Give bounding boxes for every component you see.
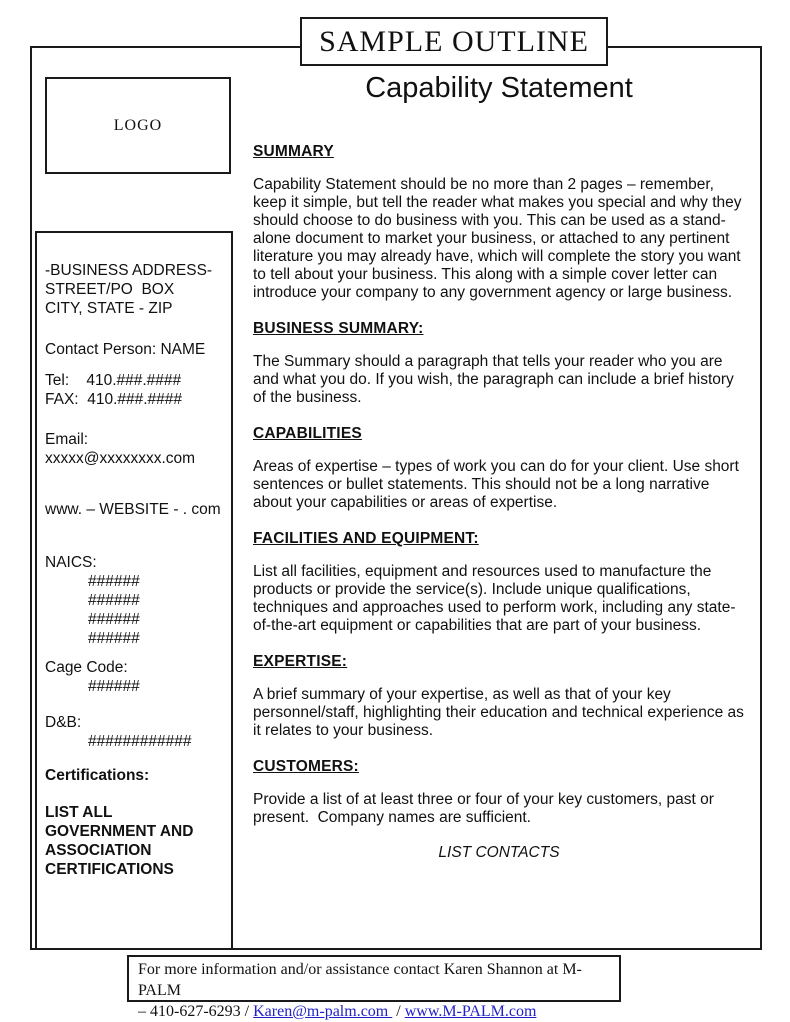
- email-link[interactable]: Karen@m-palm.com: [253, 1003, 393, 1020]
- heading-customers: CUSTOMERS:: [253, 758, 359, 775]
- heading-capabilities: CAPABILITIES: [253, 425, 362, 442]
- section-expertise: [253, 652, 749, 740]
- cage-code-value: ######: [88, 678, 140, 695]
- section-customers: [253, 757, 745, 827]
- logo-label: LOGO: [113, 116, 163, 134]
- body-expertise: A brief summary of your expertise, as well as that of your key personnel/staff, highlighting their education and technical experience as it relates to your business.: [253, 686, 749, 739]
- footer-separator: /: [392, 1003, 405, 1020]
- body-business-summary: The Summary should a paragraph that tells your reader who you are and what you do. If you wish, the paragraph can include a brief history of the business.: [253, 353, 739, 406]
- email-value: xxxxx@xxxxxxxx.com: [45, 450, 196, 467]
- document-title: Capability Statement: [365, 72, 633, 104]
- dnb-value: ############: [88, 733, 192, 750]
- main-content: [253, 70, 749, 862]
- certifications-line: GOVERNMENT AND: [45, 823, 194, 840]
- naics-value: ######: [88, 611, 140, 628]
- section-facilities-equipment: [253, 529, 745, 635]
- footer-line1: For more information and/or assistance contact Karen Shannon at M-PALM: [138, 961, 582, 999]
- naics-value: ######: [88, 630, 140, 647]
- section-business-summary: [253, 319, 745, 407]
- footer-line2: [138, 1001, 619, 1022]
- heading-business-summary: BUSINESS SUMMARY:: [253, 320, 424, 337]
- naics-value: ######: [88, 573, 140, 590]
- naics-value: ######: [88, 592, 140, 609]
- logo-placeholder: [45, 77, 231, 174]
- sample-outline-label: SAMPLE OUTLINE: [319, 25, 589, 58]
- contact-info-panel: [35, 231, 233, 950]
- certifications-line: LIST ALL: [45, 804, 113, 821]
- body-summary: Capability Statement should be no more than 2 pages – remember, keep it simple, but tell the reader what makes you special and why they should choose to do business with you. This can be used as a stand-alone document to market your business, or attached to any pertinent literature you may already have, which will complete the story you want to tell about your business. This along with a simple cover letter can introduce your company to any government agency or large business.: [253, 176, 746, 301]
- heading-summary: SUMMARY: [253, 143, 334, 160]
- address-line: -BUSINESS ADDRESS-: [45, 262, 213, 279]
- section-summary: [253, 142, 745, 302]
- footer: [127, 955, 621, 1020]
- sample-outline-banner: [300, 17, 608, 66]
- address-line: STREET/PO BOX: [45, 281, 175, 298]
- dnb-label: D&B:: [45, 714, 82, 731]
- list-contacts-note: LIST CONTACTS: [438, 844, 560, 861]
- address-line: CITY, STATE - ZIP: [45, 300, 173, 317]
- body-capabilities: Areas of expertise – types of work you can do for your client. Use short sentences or bullet statements. This should not be a long narrative about your capabilities or areas of expertise.: [253, 458, 744, 511]
- certifications-line: CERTIFICATIONS: [45, 861, 174, 878]
- contact-person: Contact Person: NAME: [45, 341, 206, 358]
- tel-line: Tel: 410.###.####: [45, 372, 182, 389]
- body-facilities-equipment: List all facilities, equipment and resources used to manufacture the products or provide the service(s). Include unique qualifications, techniques and approaches used to perform work, including any state-of-the-art equipment or capabilities that are part of your business.: [253, 563, 736, 634]
- footer-phone: – 410-627-6293 /: [138, 1003, 254, 1020]
- cage-code-label: Cage Code:: [45, 659, 128, 676]
- body-customers: Provide a list of at least three or four of your key customers, past or present. Company names are sufficient.: [253, 791, 719, 826]
- heading-expertise: EXPERTISE:: [253, 653, 348, 670]
- fax-line: FAX: 410.###.####: [45, 391, 183, 408]
- certifications-label: Certifications:: [45, 767, 150, 784]
- section-capabilities: [253, 424, 745, 512]
- naics-label: NAICS:: [45, 554, 97, 571]
- email-label: Email:: [45, 431, 89, 448]
- certifications-line: ASSOCIATION: [45, 842, 152, 859]
- website-link[interactable]: www.M-PALM.com: [404, 1003, 537, 1020]
- website-line: www. – WEBSITE - . com: [45, 501, 221, 518]
- heading-facilities-equipment: FACILITIES AND EQUIPMENT:: [253, 530, 479, 547]
